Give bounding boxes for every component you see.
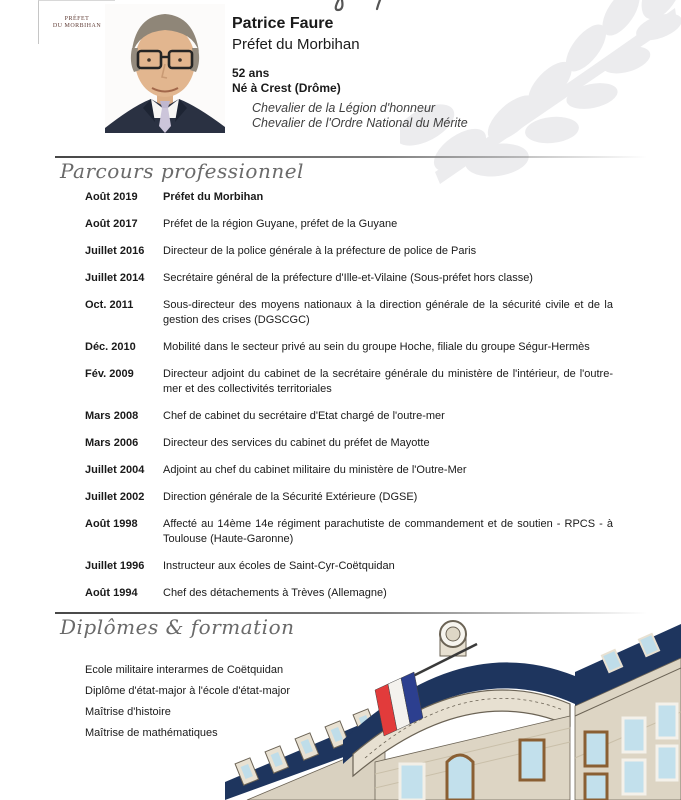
career-date: Mars 2008 [85, 410, 139, 422]
career-role: Instructeur aux écoles de Saint-Cyr-Coëtquidan [163, 560, 395, 572]
career-role: Directeur des services du cabinet du préfet de Mayotte [163, 437, 430, 449]
career-row [85, 463, 613, 478]
career-row [85, 367, 613, 397]
career-role: Directeur de la police générale à la préfecture de police de Paris [163, 245, 477, 257]
person-title: Préfet du Morbihan [232, 36, 360, 53]
career-date: Oct. 2011 [85, 299, 134, 311]
section-divider-education [55, 612, 647, 614]
career-date: Juillet 2016 [85, 245, 145, 257]
career-heading: Parcours professionnel [60, 159, 304, 183]
logo-line-1: PRÉFET [64, 15, 90, 22]
person-name: Patrice Faure [232, 15, 334, 32]
career-role: Sous-directeur des moyens nationaux à la direction générale de la sécurité civile et de la gestion des crises (DGSCGC) [163, 299, 613, 326]
career-date: Juillet 2002 [85, 491, 145, 503]
career-row [85, 190, 613, 205]
clipped-script-title-remnant [328, 0, 398, 12]
career-date: Août 2017 [85, 218, 138, 230]
career-row [85, 244, 613, 259]
education-item: Diplôme d'état-major à l'école d'état-major [85, 685, 290, 697]
career-role: Chef des détachements à Trèves (Allemagne) [163, 587, 387, 599]
career-role: Directeur adjoint du cabinet de la secrétaire générale du ministère de l'intérieur, de l'outre-mer et des collectivités territoriales [163, 368, 613, 395]
honor-line: Chevalier de l'Ordre National du Mérite [252, 116, 468, 130]
section-divider-career [55, 156, 647, 158]
career-role: Préfet du Morbihan [163, 191, 264, 203]
career-date: Déc. 2010 [85, 341, 136, 353]
career-date: Juillet 2004 [85, 464, 145, 476]
career-date: Mars 2006 [85, 437, 139, 449]
honors-list [252, 101, 468, 131]
honor-line: Chevalier de la Légion d'honneur [252, 101, 436, 115]
education-list [85, 663, 290, 747]
career-date: Août 2019 [85, 191, 138, 203]
career-role: Mobilité dans le secteur privé au sein du groupe Hoche, filiale du groupe Ségur-Hermès [163, 341, 590, 353]
person-age: 52 ans [232, 66, 270, 80]
education-heading: Diplômes & formation [60, 615, 295, 639]
career-row [85, 517, 613, 547]
portrait-photo [105, 4, 225, 133]
career-date: Fév. 2009 [85, 368, 134, 380]
career-role: Secrétaire général de la préfecture d'Ille-et-Vilaine (Sous-préfet hors classe) [163, 272, 533, 284]
republic-logo [38, 0, 115, 44]
education-item: Ecole militaire interarmes de Coëtquidan [85, 664, 284, 676]
prefecture-building-illustration [225, 612, 681, 800]
career-date: Août 1998 [85, 518, 138, 530]
career-role: Direction générale de la Sécurité Extérieure (DGSE) [163, 491, 418, 503]
logo-line-2: DU MORBIHAN [52, 22, 102, 29]
career-date: Août 1994 [85, 587, 138, 599]
career-date: Juillet 1996 [85, 560, 145, 572]
person-birthplace: Né à Crest (Drôme) [232, 81, 341, 95]
career-row [85, 490, 613, 505]
career-row [85, 298, 613, 328]
career-role: Préfet de la région Guyane, préfet de la Guyane [163, 218, 398, 230]
career-role: Affecté au 14ème 14e régiment parachutiste de commandement et de soutien - RPCS - à Toulouse (Haute-Garonne) [163, 518, 613, 545]
career-row [85, 559, 613, 574]
career-row [85, 409, 613, 424]
education-item: Maîtrise d'histoire [85, 706, 171, 718]
career-row [85, 271, 613, 286]
career-row [85, 217, 613, 232]
career-row [85, 586, 613, 601]
career-row [85, 340, 613, 355]
career-role: Adjoint au chef du cabinet militaire du ministère de l'Outre-Mer [163, 464, 467, 476]
career-row [85, 436, 613, 451]
career-list [85, 190, 613, 613]
education-item: Maîtrise de mathématiques [85, 727, 218, 739]
career-role: Chef de cabinet du secrétaire d'Etat chargé de l'outre-mer [163, 410, 445, 422]
career-date: Juillet 2014 [85, 272, 145, 284]
